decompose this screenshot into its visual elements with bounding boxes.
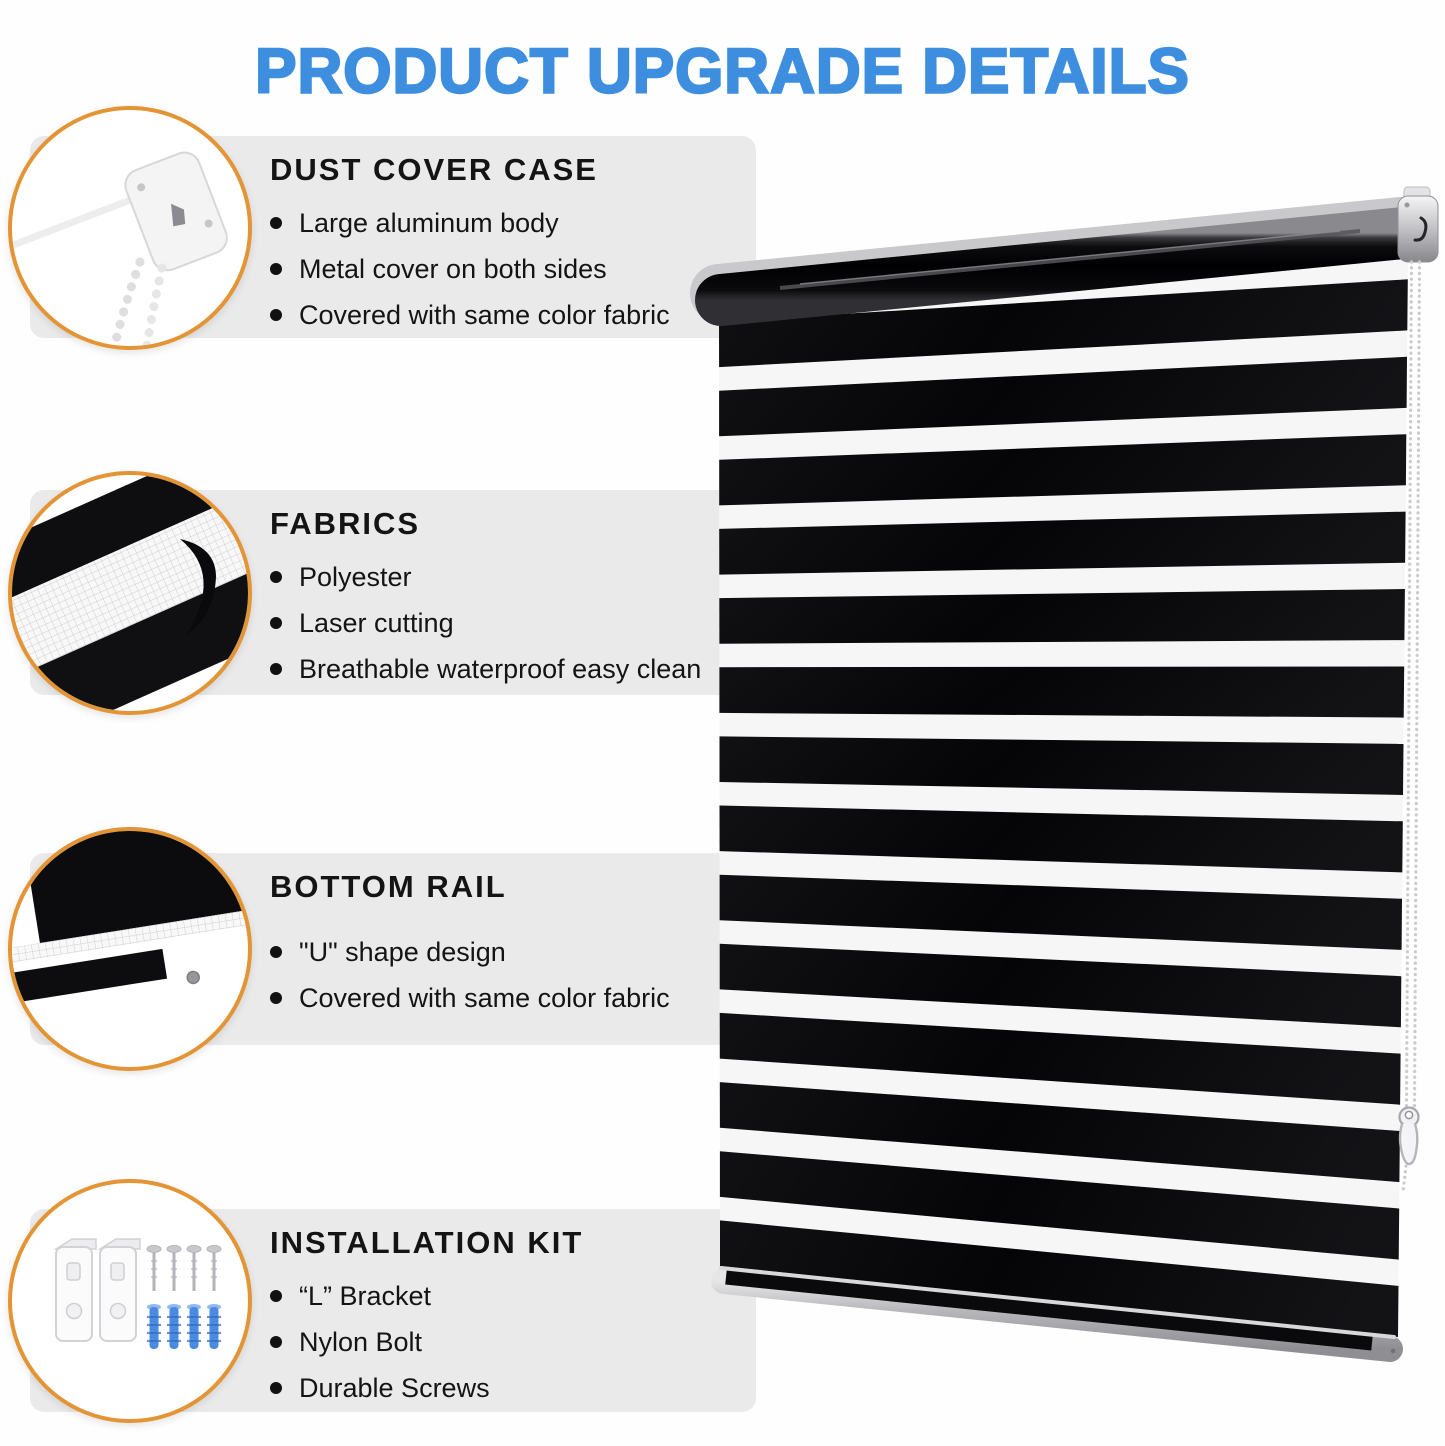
blind-bottom-rail (721, 1268, 1395, 1353)
fabric-closeup-photo (8, 471, 252, 715)
bullet-dot-icon (270, 1336, 282, 1348)
section-heading: INSTALLATION KIT (270, 1225, 584, 1260)
bullet-list (270, 200, 746, 338)
bullet-dot-icon (270, 1290, 282, 1302)
fabric-thumbnail (12, 475, 248, 711)
dust-cover-thumbnail (12, 110, 248, 346)
bullet-list (270, 929, 746, 1021)
bullet-list (270, 1273, 746, 1411)
bullet-text: Nylon Bolt (299, 1326, 423, 1357)
bullet-dot-icon (270, 992, 282, 1004)
section-heading: DUST COVER CASE (270, 152, 598, 187)
bullet-list (270, 554, 746, 692)
bullet-dot-icon (270, 309, 282, 321)
section-heading: BOTTOM RAIL (270, 869, 507, 904)
bullet-text: Breathable waterproof easy clean (299, 653, 702, 684)
bullet-item (270, 600, 746, 646)
bullet-item (270, 1365, 746, 1411)
blind-fabric-stripes (719, 253, 1408, 1337)
bullet-dot-icon (270, 1382, 282, 1394)
bottom-rail-thumbnail (12, 831, 248, 1067)
installation-kit-thumbnail (12, 1183, 248, 1419)
dust-cover-case-photo (8, 106, 252, 350)
screw-icon (147, 1246, 221, 1292)
l-bracket-icon (56, 1239, 140, 1341)
bullet-item (270, 1319, 746, 1365)
blind-bead-chain (1400, 262, 1420, 1192)
bullet-dot-icon (270, 571, 282, 583)
section-heading: FABRICS (270, 506, 421, 541)
bullet-item (270, 246, 746, 292)
blind-header-rail (719, 187, 1438, 300)
bullet-item (270, 929, 746, 975)
bullet-text: “L” Bracket (299, 1280, 432, 1311)
bullet-item (270, 200, 746, 246)
bullet-dot-icon (270, 946, 282, 958)
installation-kit-photo (8, 1179, 252, 1423)
bullet-item (270, 554, 746, 600)
bullet-text: Covered with same color fabric (299, 299, 670, 330)
bottom-rail-photo (8, 827, 252, 1071)
bullet-dot-icon (270, 263, 282, 275)
bullet-item (270, 1273, 746, 1319)
bullet-item (270, 292, 746, 338)
bullet-dot-icon (270, 217, 282, 229)
bullet-text: Polyester (299, 561, 412, 592)
bullet-item (270, 975, 746, 1021)
bullet-item (270, 646, 746, 692)
bullet-dot-icon (270, 617, 282, 629)
bullet-text: Laser cutting (299, 607, 454, 638)
nylon-anchor-icon (147, 1304, 221, 1349)
bullet-dot-icon (270, 663, 282, 675)
bullet-text: "U" shape design (299, 936, 506, 967)
bullet-text: Large aluminum body (299, 207, 559, 238)
chain-connector (1400, 1108, 1419, 1165)
bullet-text: Durable Screws (299, 1372, 490, 1403)
page-title: PRODUCT UPGRADE DETAILS (255, 35, 1190, 107)
bullet-text: Metal cover on both sides (299, 253, 607, 284)
bullet-text: Covered with same color fabric (299, 982, 670, 1013)
